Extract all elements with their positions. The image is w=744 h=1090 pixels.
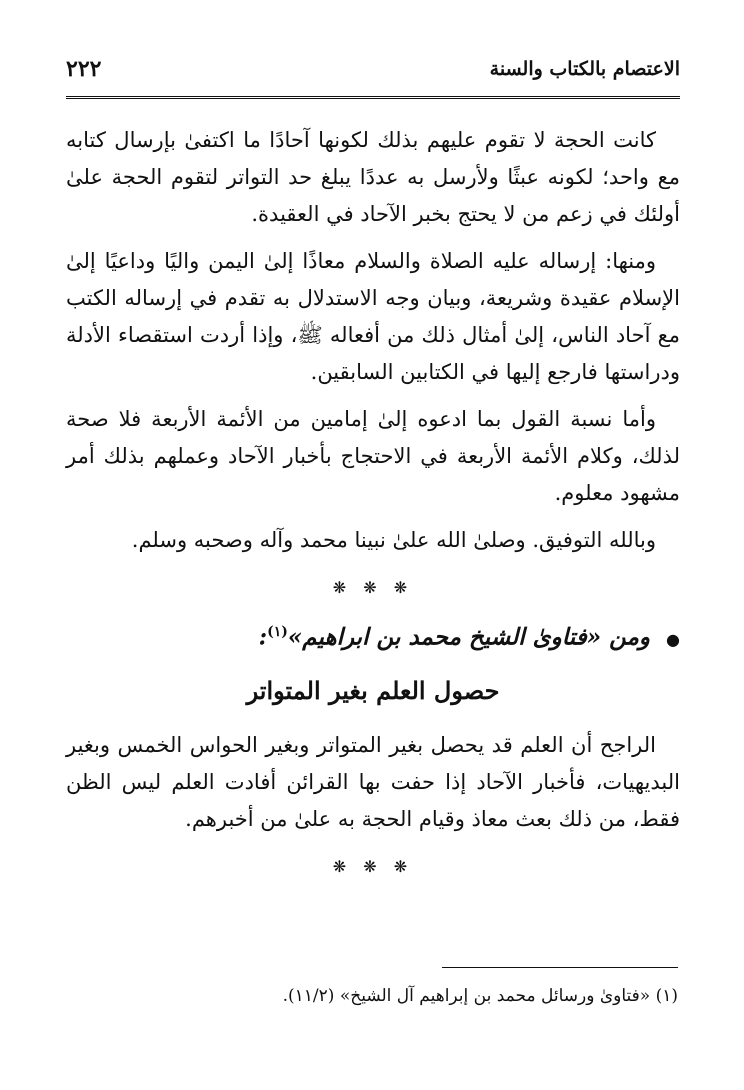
paragraph-1: كانت الحجة لا تقوم عليهم بذلك لكونها آحادًا ما اكتفىٰ بإرسال كتابه مع واحد؛ لكونه عبثًا ولأرسل به عددًا يبلغ حد التواتر لتقوم الحجة علىٰ أولئك في زعم من لا يحتج بخبر الآحاد في العقيدة. [66,128,680,226]
header-rule [66,96,680,102]
footnote: (١) «فتاوىٰ ورسائل محمد بن إبراهيم آل الشيخ» (١١/٢). [282,986,678,1006]
paragraph-2: ومنها: إرساله عليه الصلاة والسلام معاذًا إلىٰ اليمن واليًا وداعيًا إلىٰ الإسلام عقيدة وشريعة، وبيان وجه الاستدلال به تقدم في إرساله الكتب مع آحاد الناس، إلىٰ أمثال ذلك من أفعاله ﷺ، وإذا أردت استقصاء الأدلة ودراستها فارجع إليها في الكتابين السابقين. [66,249,680,384]
section-paragraph: الراجح أن العلم قد يحصل بغير المتواتر وبغير الحواس الخمس وبغير البديهيات، فأخبار الآحاد إذا حفت بها القرائن أفادت العلم ليس الظن فقط، من ذلك بعث معاذ وقيام الحجة به علىٰ من أخبرهم. [66,732,680,831]
citation-line [66,614,680,658]
header-title: الاعتصام بالكتاب والسنة [489,58,680,80]
separator-stars-1: ❋ ❋ ❋ [332,578,414,597]
paragraph-4: وبالله التوفيق. وصلىٰ الله علىٰ نبينا محمد وآله وصحبه وسلم. [131,528,656,552]
paragraph-3: وأما نسبة القول بما ادعوه إلىٰ إمامين من الأئمة الأربعة فلا صحة لذلك، وكلام الأئمة الأربعة في الاحتجاج بأخبار الآحاد وعملهم بذلك أمر مشهود معلوم. [66,407,680,505]
main-text [66,122,680,893]
citation-colon: : [258,623,268,651]
page-number: ٢٢٢ [66,56,102,82]
bullet-icon: ● [666,629,680,649]
running-header [66,56,680,88]
footnote-rule [442,967,678,968]
citation-text: ومن «فتاوىٰ الشيخ محمد بن ابراهيم» [287,623,651,651]
section-title: حصول العلم بغير المتواتر [246,675,500,705]
footnote-marker: (١) [267,624,288,640]
separator-stars-2: ❋ ❋ ❋ [332,856,414,876]
